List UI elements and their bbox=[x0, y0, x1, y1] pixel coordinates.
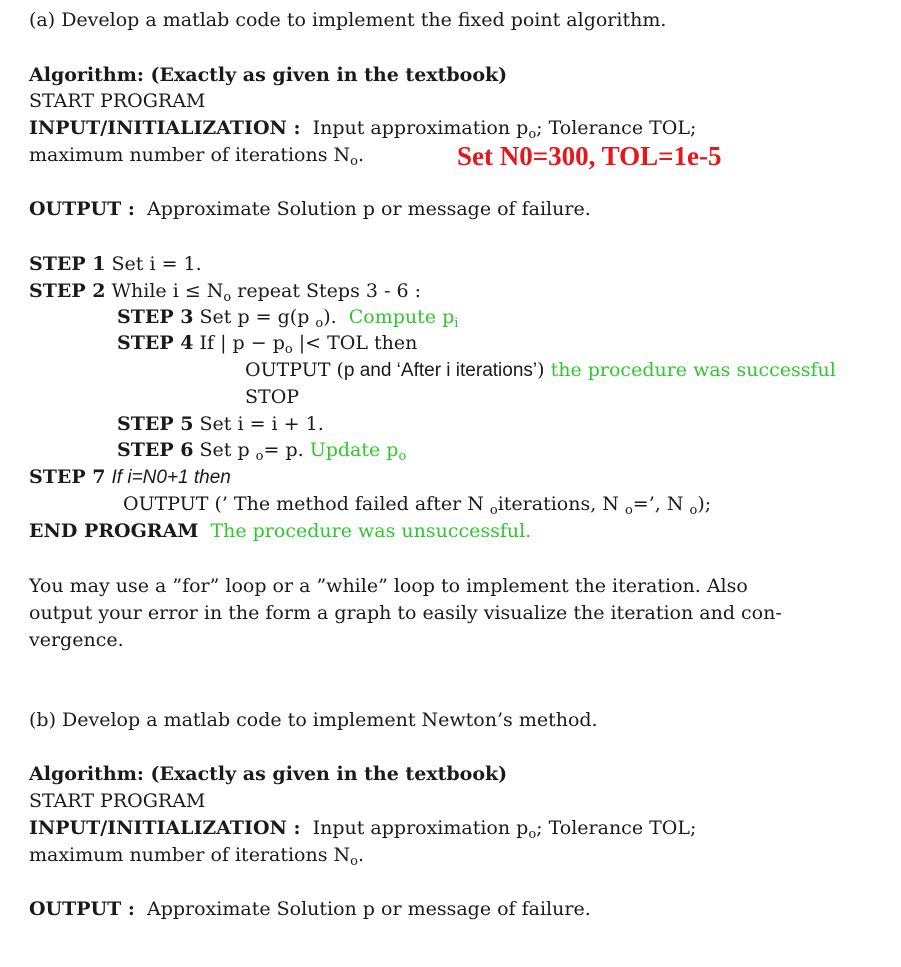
input-sub-b: o bbox=[528, 827, 537, 842]
algorithm-label-b: Algorithm: (Exactly as given in the textbook) bbox=[29, 763, 508, 785]
set-note: Set N0=300, TOL=1e-5 bbox=[457, 141, 722, 171]
step7-output bbox=[123, 492, 711, 516]
output-line-b bbox=[29, 897, 591, 921]
input-label-b: INPUT/INITIALIZATION : bbox=[29, 817, 301, 839]
part-b-heading: (b) Develop a matlab code to implement Newton’s method. bbox=[29, 709, 598, 731]
step4-output-b: p and ‘After i iterations’ bbox=[343, 360, 538, 381]
input-tol-b: ; Tolerance TOL; bbox=[536, 817, 697, 839]
maxiter-text: maximum number of iterations N bbox=[29, 144, 351, 166]
step7-output-b: iterations, N bbox=[497, 493, 625, 515]
output-label: OUTPUT : bbox=[29, 198, 135, 220]
step6-text-b: = p. bbox=[263, 439, 304, 461]
start-program-a: START PROGRAM bbox=[29, 90, 206, 112]
step6-text: Set p bbox=[199, 439, 256, 461]
step7-output-d: ); bbox=[697, 493, 712, 515]
step6-sub: o bbox=[255, 449, 264, 464]
step3-end: ). bbox=[323, 306, 337, 328]
paragraph-line-3: vergence. bbox=[29, 629, 124, 651]
input-label: INPUT/INITIALIZATION : bbox=[29, 117, 301, 139]
step6-label: STEP 6 bbox=[117, 439, 194, 461]
step7-output-a: OUTPUT (’ The method failed after N bbox=[123, 493, 490, 515]
output-label-b: OUTPUT : bbox=[29, 898, 135, 920]
step3-sub: o bbox=[315, 316, 324, 331]
step2-sub: o bbox=[223, 290, 232, 305]
step1-text: Set i = 1. bbox=[111, 253, 202, 275]
input-sub: o bbox=[528, 127, 537, 142]
maxiter-text-b: maximum number of iterations N bbox=[29, 844, 351, 866]
step3-note-sub: i bbox=[454, 316, 459, 331]
step3-note bbox=[348, 306, 459, 331]
maxiter-line-b bbox=[29, 843, 364, 867]
step2-text-b: repeat Steps 3 - 6 : bbox=[231, 280, 421, 302]
step1 bbox=[29, 252, 202, 276]
step4 bbox=[117, 331, 417, 355]
end-note: The procedure was unsuccessful. bbox=[210, 520, 532, 542]
step3-text: Set p = g(p bbox=[199, 306, 316, 328]
step7-sub1: o bbox=[489, 503, 498, 518]
step4-sub: o bbox=[284, 342, 293, 357]
input-text: Input approximation p bbox=[312, 117, 529, 139]
step4-text: If | p − p bbox=[199, 332, 285, 354]
input-tol: ; Tolerance TOL; bbox=[536, 117, 697, 139]
step2 bbox=[29, 279, 421, 303]
step4-output bbox=[245, 358, 836, 383]
step7-label: STEP 7 bbox=[29, 466, 106, 488]
input-line-a bbox=[29, 116, 696, 140]
step7-text: If i=N0+1 then bbox=[111, 467, 231, 488]
output-text-b: Approximate Solution p or message of failure. bbox=[146, 898, 591, 920]
step5 bbox=[117, 412, 324, 436]
step5-label: STEP 5 bbox=[117, 413, 194, 435]
maxiter-end: . bbox=[357, 144, 365, 166]
step6-note-text: Update p bbox=[309, 439, 399, 461]
start-program-b: START PROGRAM bbox=[29, 790, 206, 812]
step3 bbox=[117, 305, 458, 329]
step7-sub2: o bbox=[624, 503, 633, 518]
step6-note bbox=[309, 439, 407, 464]
step3-label: STEP 3 bbox=[117, 306, 194, 328]
paragraph-line-1: You may use a ”for” loop or a ”while” loop to implement the iteration. Also bbox=[29, 575, 748, 597]
step2-label: STEP 2 bbox=[29, 280, 106, 302]
maxiter-sub-b: o bbox=[350, 854, 358, 869]
step7-sub3: o bbox=[689, 503, 698, 518]
step4-output-a: OUTPUT ( bbox=[245, 359, 344, 381]
step4-end: |< TOL then bbox=[292, 332, 418, 354]
maxiter-end-b: . bbox=[357, 844, 365, 866]
input-text-b: Input approximation p bbox=[312, 817, 529, 839]
end-program: END PROGRAM bbox=[29, 520, 199, 542]
step3-note-text: Compute p bbox=[348, 306, 455, 328]
step4-output-c: ) bbox=[537, 359, 545, 381]
algorithm-label-a: Algorithm: (Exactly as given in the textbook) bbox=[29, 64, 508, 86]
maxiter-sub: o bbox=[350, 154, 358, 169]
step4-note: the procedure was successful bbox=[550, 359, 836, 381]
step4-label: STEP 4 bbox=[117, 332, 194, 354]
step1-label: STEP 1 bbox=[29, 253, 106, 275]
step6-note-sub: o bbox=[398, 449, 407, 464]
stop: STOP bbox=[245, 386, 300, 408]
step2-text: While i ≤ N bbox=[111, 280, 224, 302]
part-a-heading: (a) Develop a matlab code to implement the fixed point algorithm. bbox=[29, 9, 667, 31]
output-line-a bbox=[29, 197, 591, 221]
step7-output-c: =’, N bbox=[632, 493, 690, 515]
step6 bbox=[117, 438, 406, 462]
maxiter-line-a bbox=[29, 143, 364, 167]
output-text: Approximate Solution p or message of failure. bbox=[146, 198, 591, 220]
step7 bbox=[29, 465, 231, 490]
input-line-b bbox=[29, 816, 696, 840]
step5-text: Set i = i + 1. bbox=[199, 413, 324, 435]
paragraph-line-2: output your error in the form a graph to easily visualize the iteration and con- bbox=[29, 602, 782, 624]
end-program-line bbox=[29, 519, 531, 543]
